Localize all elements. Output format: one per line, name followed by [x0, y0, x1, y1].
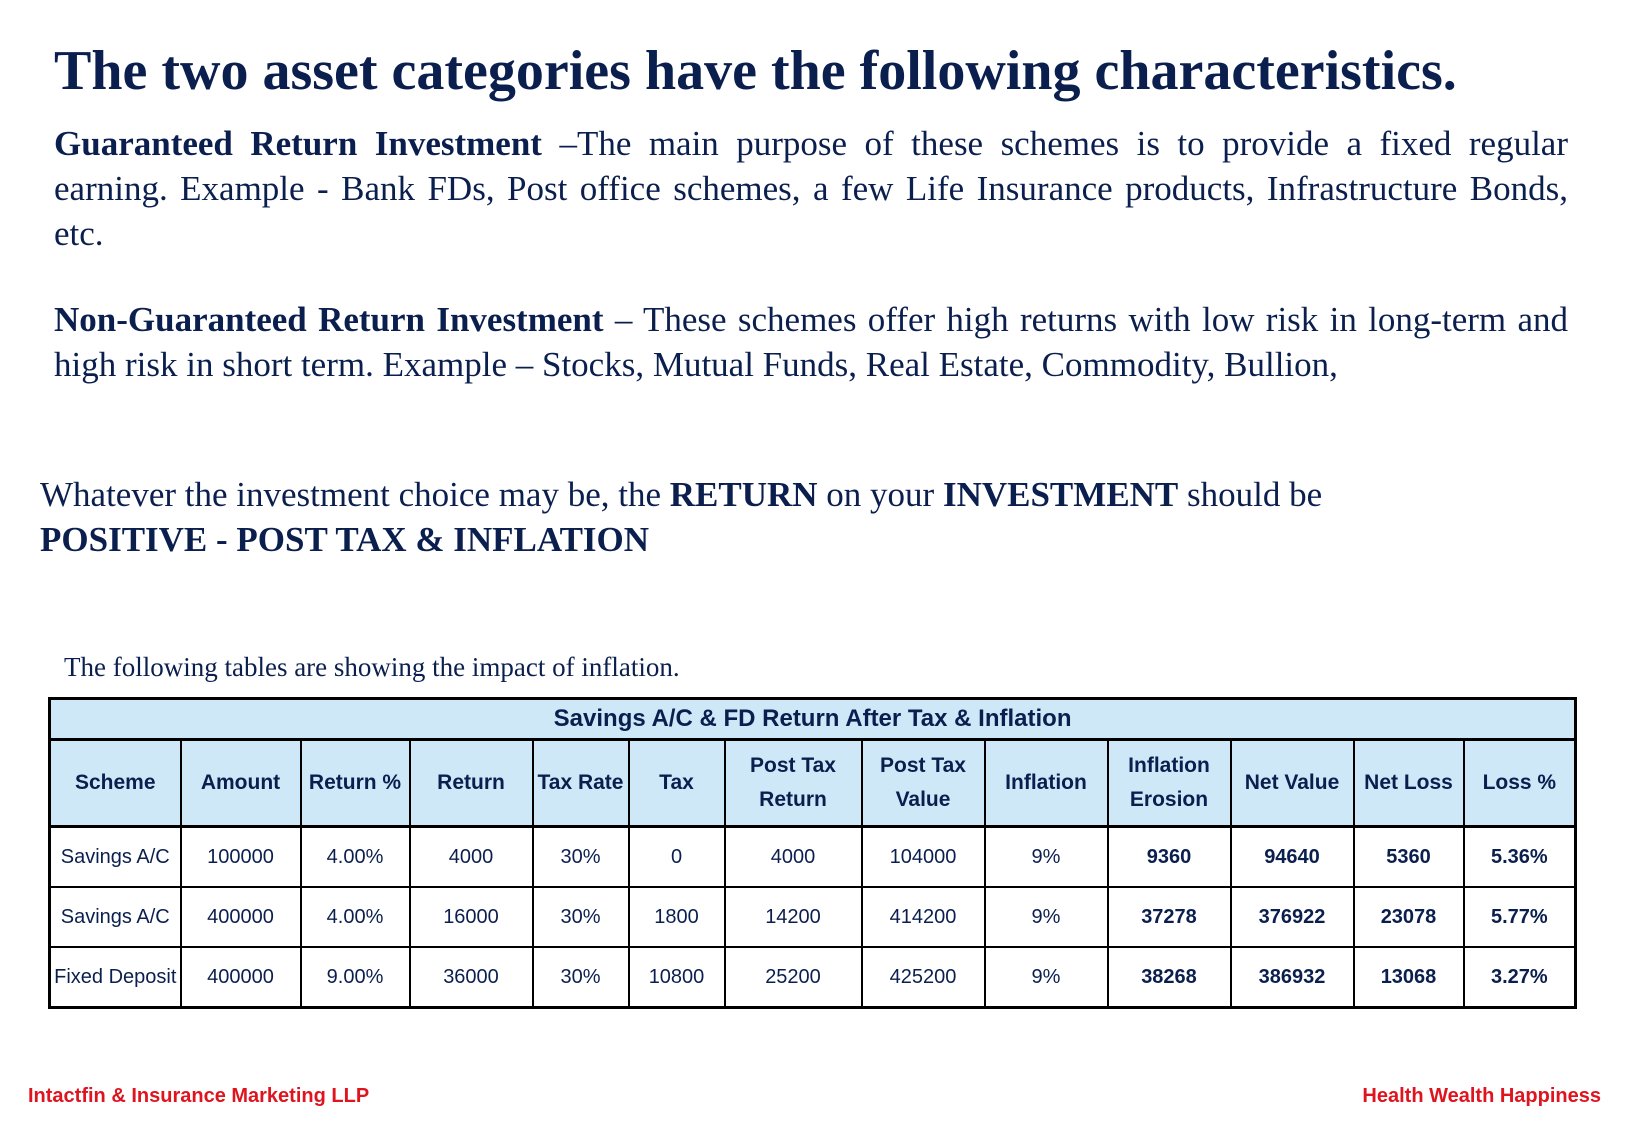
- table-cell: 400000: [181, 887, 301, 947]
- table-cell: 9%: [985, 947, 1108, 1008]
- table-header-row: [50, 740, 1576, 827]
- column-header: Post Tax Return: [725, 740, 862, 827]
- table-cell: Savings A/C: [50, 827, 181, 888]
- guaranteed-heading: Guaranteed Return Investment: [54, 124, 542, 163]
- table-cell: 14200: [725, 887, 862, 947]
- statement-positive: POSITIVE - POST TAX & INFLATION: [40, 520, 650, 559]
- table-cell: 3.27%: [1464, 947, 1576, 1008]
- inflation-table-wrapper: [48, 697, 1574, 1009]
- table-cell: 30%: [533, 887, 629, 947]
- table-cell: 36000: [410, 947, 533, 1008]
- non-guaranteed-text: – These schemes offer high returns with low risk in long-term and high risk in short term. Example – Stocks, Mutual Funds, Real Estate, Commodity, Bullion,: [54, 300, 1568, 384]
- table-cell: 9360: [1108, 827, 1231, 888]
- table-cell: 414200: [862, 887, 985, 947]
- column-header: Tax Rate: [533, 740, 629, 827]
- table-cell: Fixed Deposit: [50, 947, 181, 1008]
- non-guaranteed-paragraph: [54, 297, 1568, 387]
- table-cell: 5360: [1354, 827, 1464, 888]
- table-cell: 25200: [725, 947, 862, 1008]
- column-header: Return: [410, 740, 533, 827]
- guaranteed-paragraph: [54, 121, 1568, 256]
- column-header: Inflation Erosion: [1108, 740, 1231, 827]
- table-cell: 30%: [533, 947, 629, 1008]
- table-cell: 104000: [862, 827, 985, 888]
- column-header: Net Loss: [1354, 740, 1464, 827]
- table-cell: 4000: [725, 827, 862, 888]
- table-cell: 100000: [181, 827, 301, 888]
- table-cell: 9%: [985, 887, 1108, 947]
- table-cell: 94640: [1231, 827, 1354, 888]
- table-row: [50, 947, 1576, 1008]
- column-header: Scheme: [50, 740, 181, 827]
- statement-part2: on your: [817, 475, 943, 514]
- return-statement: [40, 472, 1580, 562]
- table-cell: 13068: [1354, 947, 1464, 1008]
- non-guaranteed-heading: Non-Guaranteed Return Investment: [54, 300, 604, 339]
- table-cell: 425200: [862, 947, 985, 1008]
- table-cell: 5.77%: [1464, 887, 1576, 947]
- guaranteed-text: –The main purpose of these schemes is to provide a fixed regular earning. Example - Bank FDs, Post office schemes, a few Life Insurance products, Infrastructure Bonds, etc.: [54, 124, 1568, 253]
- inflation-table: [48, 697, 1577, 1009]
- table-cell: Savings A/C: [50, 887, 181, 947]
- table-cell: 4.00%: [301, 827, 410, 888]
- table-cell: 4000: [410, 827, 533, 888]
- column-header: Tax: [629, 740, 725, 827]
- table-cell: 23078: [1354, 887, 1464, 947]
- table-cell: 376922: [1231, 887, 1354, 947]
- table-cell: 5.36%: [1464, 827, 1576, 888]
- table-title: Savings A/C & FD Return After Tax & Inflation: [50, 699, 1576, 740]
- table-row: [50, 887, 1576, 947]
- table-cell: 0: [629, 827, 725, 888]
- table-cell: 30%: [533, 827, 629, 888]
- column-header: Loss %: [1464, 740, 1576, 827]
- table-body: [50, 827, 1576, 1008]
- column-header: Amount: [181, 740, 301, 827]
- table-row: [50, 827, 1576, 888]
- table-cell: 38268: [1108, 947, 1231, 1008]
- statement-part1: Whatever the investment choice may be, the: [40, 475, 670, 514]
- table-cell: 386932: [1231, 947, 1354, 1008]
- statement-return-word: RETURN: [669, 475, 818, 514]
- table-cell: 400000: [181, 947, 301, 1008]
- table-cell: 9.00%: [301, 947, 410, 1008]
- footer-company: Intactfin & Insurance Marketing LLP: [28, 1085, 370, 1107]
- page-title: The two asset categories have the following characteristics.: [54, 40, 1457, 102]
- statement-investment-word: INVESTMENT: [942, 475, 1179, 514]
- table-cell: 16000: [410, 887, 533, 947]
- table-cell: 37278: [1108, 887, 1231, 947]
- column-header: Net Value: [1231, 740, 1354, 827]
- table-cell: 9%: [985, 827, 1108, 888]
- table-cell: 1800: [629, 887, 725, 947]
- table-cell: 10800: [629, 947, 725, 1008]
- table-caption: The following tables are showing the impact of inflation.: [64, 652, 680, 682]
- statement-part3: should be: [1178, 475, 1323, 514]
- column-header: Inflation: [985, 740, 1108, 827]
- column-header: Post Tax Value: [862, 740, 985, 827]
- footer-tagline: Health Wealth Happiness: [1362, 1085, 1601, 1107]
- table-cell: 4.00%: [301, 887, 410, 947]
- column-header: Return %: [301, 740, 410, 827]
